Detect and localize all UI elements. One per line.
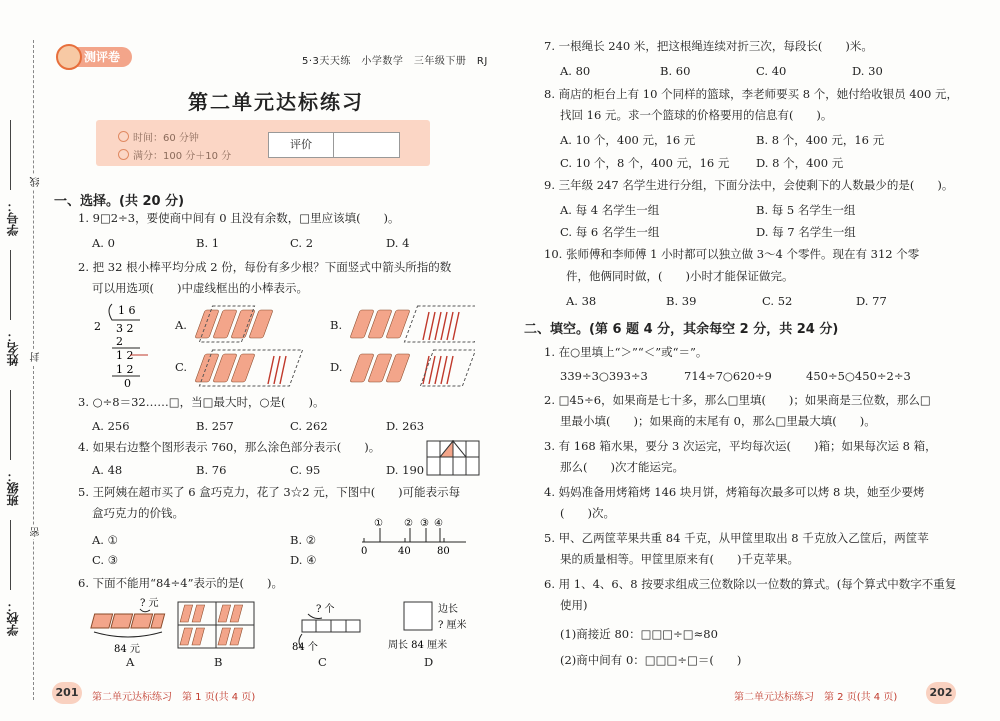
fill-5-line2: 果的质量相等。甲筐里原来有( )千克苹果。: [560, 552, 799, 566]
q6-a-bottom: 84 元: [114, 644, 140, 655]
fill-4-line1: 4. 妈妈准备用烤箱烤 146 块月饼，烤箱每次最多可以烤 8 块，她至少要烤: [544, 485, 925, 499]
q7-option-b[interactable]: B. 60: [660, 64, 691, 78]
exam-info-box: [96, 120, 430, 166]
division-quotient: 1 6: [118, 304, 136, 317]
shaded-figure: [426, 440, 480, 476]
fill-6-line2: 使用): [560, 598, 588, 612]
class-blank[interactable]: [10, 390, 12, 460]
section-2-heading: 二、填空。(第 6 题 4 分，其余每空 2 分，共 24 分): [524, 322, 839, 337]
q7-option-a[interactable]: A. 80: [560, 64, 591, 78]
q8-option-d[interactable]: D. 8 个，400 元: [756, 156, 844, 170]
number-line: [358, 516, 470, 558]
q4-option-b[interactable]: B. 76: [196, 463, 227, 477]
q4-option-a[interactable]: A. 48: [92, 463, 123, 477]
division-row-4: 0: [124, 377, 131, 390]
q6-figure-a: [88, 594, 168, 658]
fill-2-line2: 里最小填( )；如果商的末尾有 0，那么□里最大填( )。: [560, 414, 876, 428]
marker-4: ④: [434, 518, 443, 529]
q5-option-b[interactable]: B. ②: [290, 533, 317, 547]
question-4: 4. 如果右边整个图形表示 760，那么涂色部分表示( )。: [78, 440, 381, 454]
logo-label: 测评卷: [70, 47, 132, 67]
q4-option-d[interactable]: D. 190: [386, 463, 425, 477]
name-label: 姓名：: [6, 330, 20, 366]
q6-option-b[interactable]: B: [214, 655, 223, 669]
q6-d-side1: 边长: [438, 604, 458, 615]
q9-option-b[interactable]: B. 每 5 名学生一组: [756, 203, 856, 217]
q5-option-a[interactable]: A. ①: [92, 533, 118, 547]
tick-0: 0: [361, 546, 368, 557]
question-8-line2: 找回 16 元。求一个篮球的价格要用的信息有( )。: [560, 108, 833, 122]
sticks-option-b: [345, 302, 475, 346]
question-2-line2: 可以用选项( )中虚线框出的小棒表示。: [92, 281, 308, 295]
score-text: 满分：100 分＋10 分: [133, 151, 232, 162]
q6-option-a[interactable]: A: [126, 655, 135, 669]
student-id-blank[interactable]: [10, 120, 12, 190]
q1-option-b[interactable]: B. 1: [196, 236, 220, 250]
q5-option-d[interactable]: D. ④: [290, 553, 317, 567]
q3-option-d[interactable]: D. 263: [386, 419, 425, 433]
q7-option-d[interactable]: D. 30: [852, 64, 883, 78]
q10-option-a[interactable]: A. 38: [566, 294, 597, 308]
q1-option-d[interactable]: D. 4: [386, 236, 410, 250]
question-10-line2: 件，他俩同时做，( )小时才能保证做完。: [566, 269, 794, 283]
score-row: [118, 147, 231, 162]
q2-option-b[interactable]: B.: [330, 318, 343, 332]
question-6: 6. 下面不能用“84÷4”表示的是( )。: [78, 576, 283, 590]
q6-option-c[interactable]: C: [318, 655, 327, 669]
seal-text-line: 线: [31, 177, 42, 187]
fill-6-sub-2[interactable]: (2)商中间有 0：□□□÷□＝( ): [560, 653, 742, 667]
check-icon: [118, 149, 129, 160]
mascot-icon: [56, 44, 82, 70]
division-row-2: 1 2: [116, 349, 134, 362]
q6-d-side2: ? 厘米: [438, 620, 467, 631]
clock-icon: [118, 131, 129, 142]
q10-option-c[interactable]: C. 52: [762, 294, 793, 308]
fill-2-line1: 2. □45÷6，如果商是七十多，那么□里填( )；如果商是三位数，那么□: [544, 393, 931, 407]
question-8-line1: 8. 商店的柜台上有 10 个同样的篮球，李老师要买 8 个，她付给收银员 400 元，: [544, 87, 958, 101]
footer-right: 第二单元达标练习 第 2 页(共 4 页): [734, 692, 898, 703]
fill-1-expr-1[interactable]: 339÷3○393÷3: [560, 369, 648, 383]
rating-box[interactable]: [268, 132, 400, 158]
q8-option-a[interactable]: A. 10 个，400 元，16 元: [560, 133, 696, 147]
q9-option-c[interactable]: C. 每 6 名学生一组: [560, 225, 660, 239]
division-divisor: 2: [94, 320, 101, 333]
school-blank[interactable]: [10, 520, 12, 590]
q2-option-a[interactable]: A.: [175, 318, 187, 332]
question-3: 3. ○÷8＝32……□，当□最大时，○是( )。: [78, 395, 325, 409]
q8-option-c[interactable]: C. 10 个，8 个，400 元，16 元: [560, 156, 730, 170]
logo: [52, 44, 136, 70]
page-title: 第二单元达标练习: [188, 90, 364, 114]
question-5-line1: 5. 王阿姨在超市买了 6 盒巧克力，花了 3☆2 元，下图中( )可能表示每: [78, 485, 461, 499]
q1-option-a[interactable]: A. 0: [92, 236, 115, 250]
section-1-heading: 一、选择。(共 20 分): [54, 194, 185, 209]
fill-6-sub-1[interactable]: (1)商接近 80：□□□÷□≈80: [560, 627, 718, 641]
fill-1-expr-2[interactable]: 714÷7○620÷9: [684, 369, 772, 383]
name-blank[interactable]: [10, 250, 12, 320]
page-number-right: 202: [926, 682, 956, 704]
tick-40: 40: [398, 546, 411, 557]
q9-option-d[interactable]: D. 每 7 名学生一组: [756, 225, 856, 239]
q10-option-b[interactable]: B. 39: [666, 294, 697, 308]
fill-1-expr-3[interactable]: 450÷5○450÷2÷3: [806, 369, 911, 383]
question-9: 9. 三年级 247 名学生进行分组，下面分法中，会使剩下的人数最少的是( )。: [544, 178, 954, 192]
fill-1: 1. 在○里填上“＞”“＜”或“＝”。: [544, 345, 708, 359]
sticks-option-d: [345, 346, 475, 390]
q6-c-bottom: 84 个: [292, 642, 318, 653]
rating-label: 评价: [269, 133, 334, 157]
q1-option-c[interactable]: C. 2: [290, 236, 314, 250]
marker-2: ②: [404, 518, 413, 529]
q10-option-d[interactable]: D. 77: [856, 294, 887, 308]
q3-option-c[interactable]: C. 262: [290, 419, 328, 433]
fill-4-line2: ( )次。: [560, 506, 615, 520]
fill-6-line1: 6. 用 1、4、6、8 按要求组成三位数除以一位数的算式。(每个算式中数字不重复: [544, 577, 957, 591]
q6-d-bottom: 周长 84 厘米: [388, 640, 448, 651]
q6-figure-d: [384, 598, 480, 654]
q6-figure-b: [176, 600, 258, 650]
binding-margin: [0, 0, 50, 721]
tick-80: 80: [437, 546, 450, 557]
school-label: 学校：: [6, 600, 20, 636]
class-label: 班级：: [6, 470, 20, 506]
q6-option-d[interactable]: D: [424, 655, 434, 669]
marker-1: ①: [374, 518, 383, 529]
fill-3-line1: 3. 有 168 箱水果，要分 3 次运完，平均每次运( )箱；如果每次运 8 箱，: [544, 439, 937, 453]
time-text: 时间：60 分钟: [133, 133, 199, 144]
fill-5-line1: 5. 甲、乙两筐苹果共重 84 千克，从甲筐里取出 8 千克放入乙筐后，两筐苹: [544, 531, 929, 545]
time-row: [118, 129, 199, 144]
q4-option-c[interactable]: C. 95: [290, 463, 321, 477]
long-division: [88, 300, 158, 390]
question-1: 1. 9□2÷3，要使商中间有 0 且没有余数，□里应该填( )。: [78, 211, 400, 225]
q5-option-c[interactable]: C. ③: [92, 553, 119, 567]
sticks-option-a: [190, 302, 310, 346]
book-info: 5·3天天练 小学数学 三年级下册 RJ: [302, 56, 488, 67]
q6-a-top: ? 元: [140, 598, 159, 609]
seal-text-feng: 封: [31, 352, 42, 362]
q2-option-d[interactable]: D.: [330, 360, 343, 374]
student-id-label: 学号：: [6, 200, 20, 236]
marker-3: ③: [420, 518, 429, 529]
q3-option-a[interactable]: A. 256: [92, 419, 130, 433]
question-7: 7. 一根绳长 240 米，把这根绳连续对折三次，每段长( )米。: [544, 39, 873, 53]
question-2-line1: 2. 把 32 根小棒平均分成 2 份，每份有多少根？下面竖式中箭头所指的数: [78, 260, 452, 274]
question-5-line2: 盒巧克力的价钱。: [92, 506, 184, 520]
cut-line: [33, 40, 35, 700]
q8-option-b[interactable]: B. 8 个，400 元，16 元: [756, 133, 885, 147]
sticks-option-c: [190, 346, 320, 390]
footer-left: 第二单元达标练习 第 1 页(共 4 页): [92, 692, 256, 703]
seal-text-mi: 密: [31, 527, 42, 537]
division-row-3: 1 2: [116, 363, 134, 376]
question-10-line1: 10. 张师傅和李师傅 1 小时都可以独立做 3～4 个零件。现在有 312 个零: [544, 247, 920, 261]
q6-c-top: ? 个: [316, 604, 335, 615]
q7-option-c[interactable]: C. 40: [756, 64, 787, 78]
q6-figure-c: [288, 600, 368, 656]
q3-option-b[interactable]: B. 257: [196, 419, 234, 433]
division-row-1: 2: [116, 335, 123, 348]
q9-option-a[interactable]: A. 每 4 名学生一组: [560, 203, 660, 217]
page-number-left: 201: [52, 682, 82, 704]
right-page: [500, 0, 1000, 721]
fill-3-line2: 那么( )次才能运完。: [560, 460, 684, 474]
division-dividend: 3 2: [116, 322, 134, 335]
q2-option-c[interactable]: C.: [175, 360, 188, 374]
